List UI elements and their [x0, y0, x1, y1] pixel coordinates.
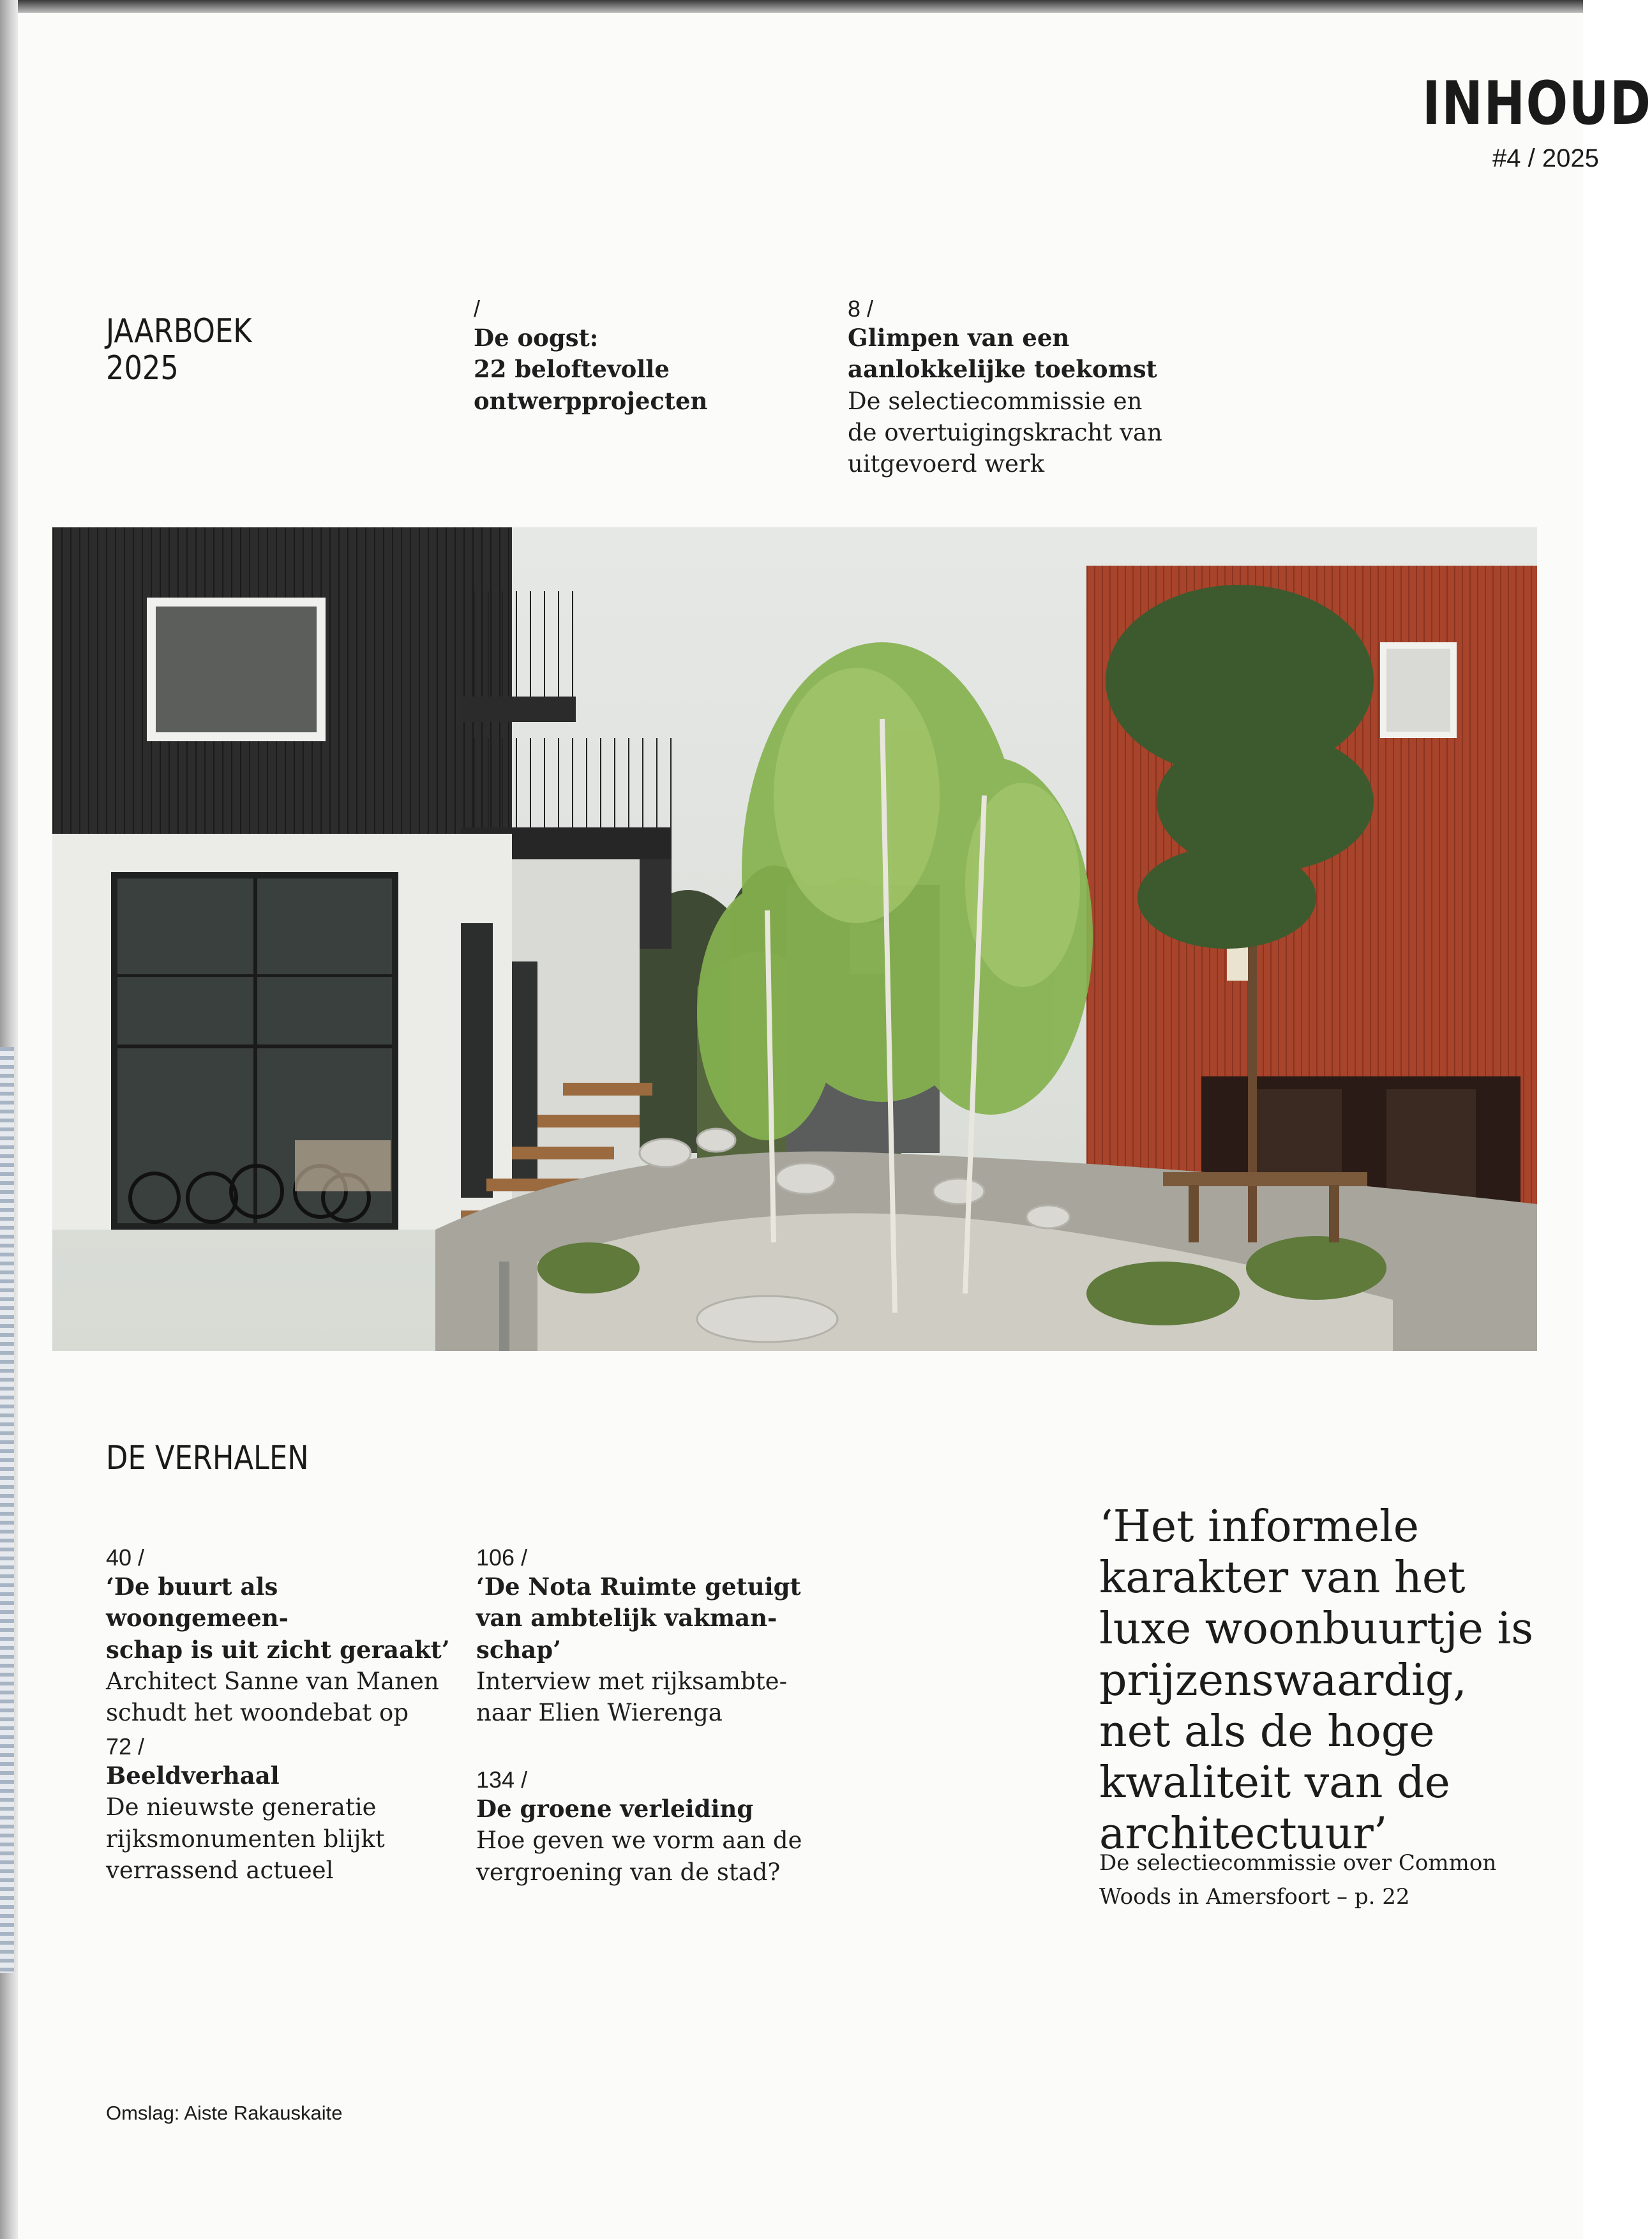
toc-entry-number: 72 /: [106, 1733, 145, 1760]
toc-entry[interactable]: [106, 1733, 463, 1886]
toc-entry-description: Interview met rijksambte- naar Elien Wierenga: [476, 1667, 788, 1726]
toc-entry-number: 134 /: [476, 1767, 528, 1793]
toc-entry-title: ‘De Nota Ruimte getuigt van ambtelijk vakman- schap’: [476, 1572, 801, 1664]
toc-entry-description: De nieuwste generatie rijksmonumenten blijkt verrassend actueel: [106, 1793, 385, 1884]
toc-entry-title: De groene verleiding: [476, 1795, 754, 1823]
toc-entry-number: 8 /: [848, 296, 874, 322]
toc-entry-number: /: [474, 296, 481, 322]
toc-entry-description: De selectiecommissie en de overtuigingskracht van uitgevoerd werk: [848, 387, 1162, 478]
toc-entry-description: Architect Sanne van Manen schudt het woondebat op: [106, 1667, 439, 1726]
pull-quote: ‘Het informele karakter van het luxe woonbuurtje is prijzenswaardig, net als de hoge kwaliteit van de architectuur’: [1099, 1502, 1534, 1860]
section-label-verhalen: DE VERHALEN: [106, 1439, 309, 1477]
toc-entry-number: 106 /: [476, 1544, 528, 1571]
toc-entry[interactable]: [474, 295, 742, 417]
toc-entry[interactable]: [106, 1544, 463, 1728]
cover-credit: Omslag: Aiste Rakauskaite: [106, 2102, 343, 2124]
top-edge: [0, 0, 1583, 13]
toc-entry-number: 40 /: [106, 1544, 145, 1571]
toc-entry-description: Hoe geven we vorm aan de vergroening van de stad?: [476, 1827, 802, 1886]
section-label-jaarboek: JAARBOEK 2025: [106, 312, 252, 388]
toc-entry[interactable]: [848, 295, 1205, 479]
toc-entry[interactable]: [476, 1544, 834, 1728]
adjacent-page-edge: [0, 1047, 14, 1973]
toc-entry[interactable]: [476, 1766, 834, 1888]
toc-entry-title: ‘De buurt als woongemeen- schap is uit zicht geraakt’: [106, 1572, 450, 1664]
pull-quote-caption: De selectiecommissie over Common Woods in Amersfoort – p. 22: [1099, 1850, 1497, 1910]
page-title: INHOUD: [1422, 69, 1652, 139]
toc-entry-title: Glimpen van een aanlokkelijke toekomst: [848, 324, 1157, 384]
building-courtyard-illustration: [52, 527, 1537, 1351]
issue-number: #4 / 2025: [1492, 144, 1599, 172]
toc-entry-title: Beeldverhaal: [106, 1761, 280, 1790]
cover-photo: [52, 527, 1537, 1351]
toc-entry-title: De oogst: 22 beloftevolle ontwerpprojecten: [474, 324, 708, 415]
